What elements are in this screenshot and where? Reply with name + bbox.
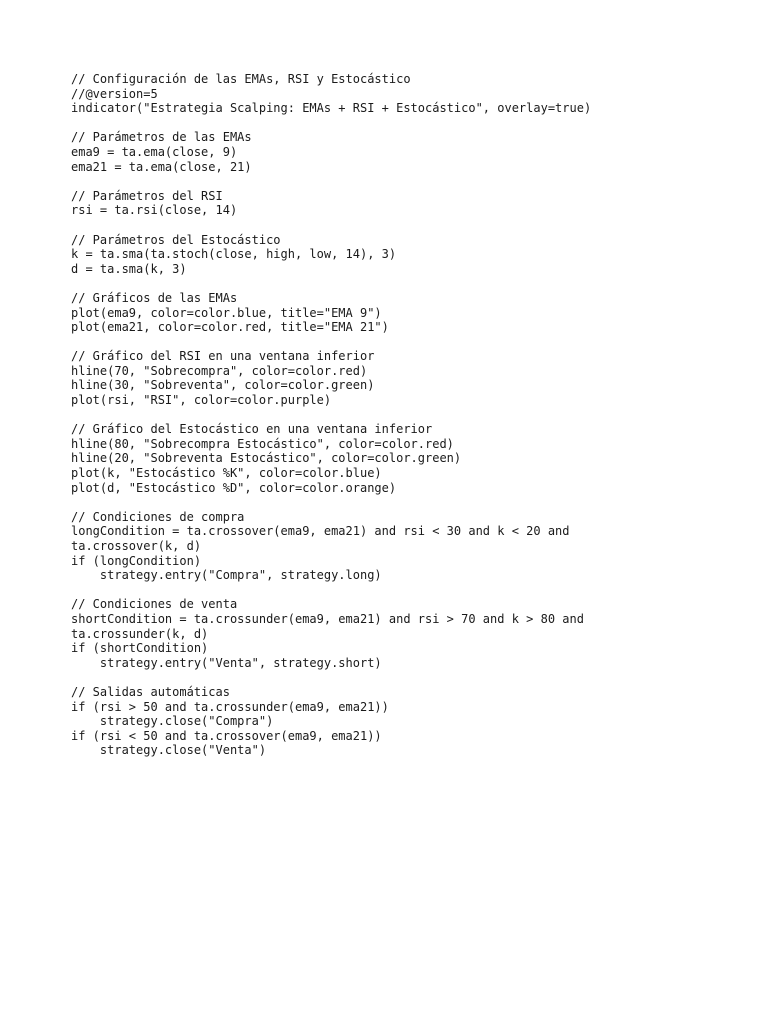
code-comment: // Gráficos de las EMAs [71, 290, 238, 305]
code-comment: // Salidas automáticas [71, 684, 230, 699]
code-line: longCondition = ta.crossover(ema9, ema21) and rsi < 30 and k < 20 and [71, 524, 570, 539]
code-line: plot(d, "Estocástico %D", color=color.orange) [71, 480, 397, 495]
code-line: plot(ema9, color=color.blue, title="EMA 9") [71, 305, 382, 320]
code-comment: // Parámetros del Estocástico [71, 232, 281, 247]
code-line: ema21 = ta.ema(close, 21) [71, 159, 252, 174]
code-comment: // Parámetros del RSI [71, 188, 223, 203]
code-line: strategy.entry("Compra", strategy.long) [71, 568, 382, 583]
code-line: hline(70, "Sobrecompra", color=color.red) [71, 363, 368, 378]
code-line: strategy.close("Venta") [71, 743, 267, 758]
code-comment: // Gráfico del RSI en una ventana inferior [71, 349, 375, 364]
code-line: if (shortCondition) [71, 641, 209, 656]
code-block-rsi-plots [71, 349, 711, 407]
code-line: plot(k, "Estocástico %K", color=color.blue) [71, 466, 382, 481]
code-block-stoch-params [71, 233, 711, 277]
code-line: if (rsi > 50 and ta.crossunder(ema9, ema21)) [71, 699, 389, 714]
code-block-rsi-params [71, 189, 711, 218]
code-line: plot(rsi, "RSI", color=color.purple) [71, 393, 332, 408]
code-block-sell-conditions [71, 597, 711, 670]
code-comment: // Condiciones de compra [71, 509, 245, 524]
code-line: strategy.close("Compra") [71, 714, 274, 729]
code-line: indicator("Estrategia Scalping: EMAs + RSI + Estocástico", overlay=true) [71, 101, 592, 116]
code-line: ta.crossunder(k, d) [71, 626, 209, 641]
code-line: ema9 = ta.ema(close, 9) [71, 144, 238, 159]
code-line: hline(30, "Sobreventa", color=color.green) [71, 378, 375, 393]
code-block-stoch-plots [71, 422, 711, 495]
code-comment: // Parámetros de las EMAs [71, 130, 252, 145]
code-line: k = ta.sma(ta.stoch(close, high, low, 14), 3) [71, 247, 397, 262]
code-line: ta.crossover(k, d) [71, 539, 202, 553]
code-block-exits [71, 685, 711, 758]
code-line: rsi = ta.rsi(close, 14) [71, 203, 238, 218]
code-line: if (rsi < 50 and ta.crossover(ema9, ema21)) [71, 728, 382, 743]
code-line: hline(20, "Sobreventa Estocástico", color=color.green) [71, 451, 462, 466]
code-block-ema-params [71, 130, 711, 174]
code-line: d = ta.sma(k, 3) [71, 261, 187, 276]
code-line: if (longCondition) [71, 553, 202, 568]
code-line: plot(ema21, color=color.red, title="EMA 21") [71, 320, 389, 335]
code-line: hline(80, "Sobrecompra Estocástico", color=color.red) [71, 436, 454, 451]
code-block-ema-plots [71, 291, 711, 335]
code-version: //@version=5 [71, 86, 158, 101]
code-block-buy-conditions [71, 510, 711, 583]
code-line: strategy.entry("Venta", strategy.short) [71, 655, 382, 670]
code-comment: // Configuración de las EMAs, RSI y Estocástico [71, 72, 411, 86]
code-document [71, 72, 711, 773]
code-block-config [71, 72, 711, 116]
code-comment: // Condiciones de venta [71, 597, 238, 612]
code-comment: // Gráfico del Estocástico en una ventana inferior [71, 422, 433, 437]
code-line: shortCondition = ta.crossunder(ema9, ema21) and rsi > 70 and k > 80 and [71, 611, 584, 626]
